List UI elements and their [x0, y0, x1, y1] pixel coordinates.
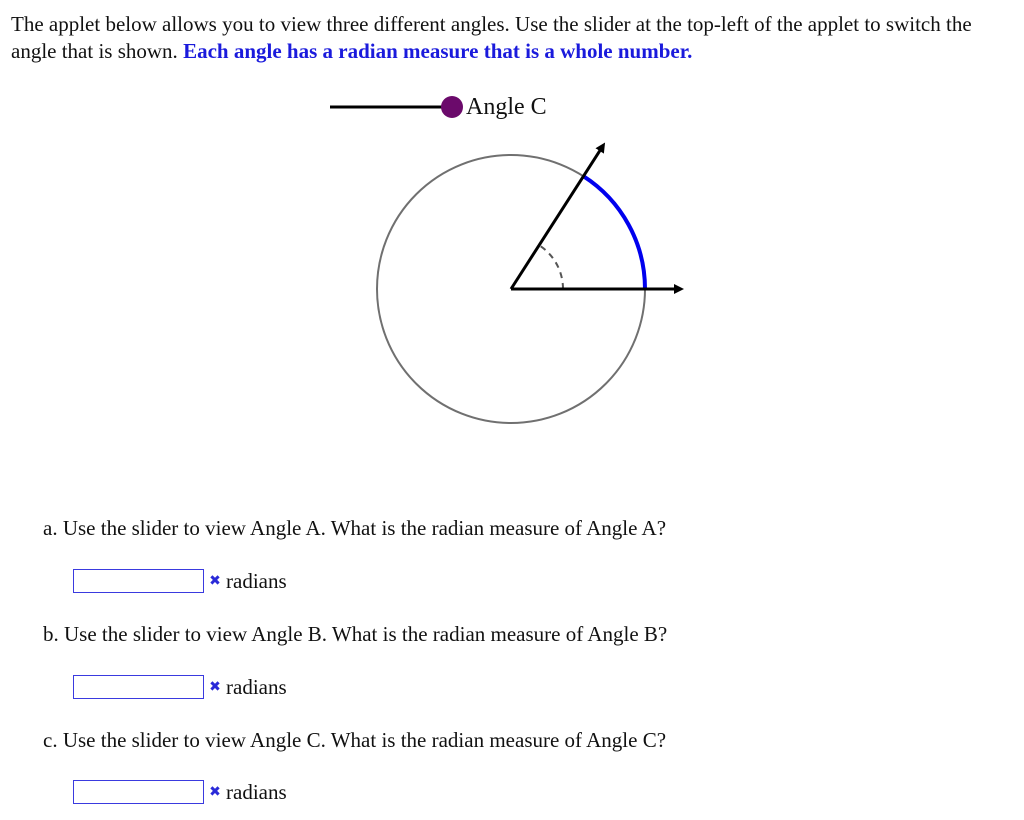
unit-label: radians	[226, 780, 287, 804]
incorrect-icon: ✖	[209, 784, 221, 800]
question-b-prompt: b. Use the slider to view Angle B. What is the radian measure of Angle B?	[43, 622, 668, 646]
incorrect-icon: ✖	[209, 573, 221, 589]
intro-emphasis: Each angle has a radian measure that is a whole number.	[183, 39, 693, 63]
question-a-prompt: a. Use the slider to view Angle A. What is the radian measure of Angle A?	[43, 516, 667, 540]
answer-a-input[interactable]	[73, 569, 204, 593]
answer-b-input[interactable]	[73, 675, 204, 699]
unit-label: radians	[226, 569, 287, 593]
question-a-answer	[73, 569, 287, 593]
incorrect-icon: ✖	[209, 679, 221, 695]
slider-knob[interactable]	[441, 96, 463, 118]
question-c-prompt: c. Use the slider to view Angle C. What is the radian measure of Angle C?	[43, 728, 667, 752]
question-c-answer	[73, 780, 287, 804]
angle-marker-dashed	[539, 245, 563, 289]
angle-arc	[583, 176, 645, 289]
unit-label: radians	[226, 675, 287, 699]
slider-label: Angle C	[466, 94, 547, 120]
question-b-answer	[73, 675, 287, 699]
terminal-ray	[511, 146, 603, 289]
intro-plain: The applet below allows you to view three different angles. Use the slider at the top-left of the applet to switch the angle that is shown.	[11, 12, 972, 63]
answer-c-input[interactable]	[73, 780, 204, 804]
